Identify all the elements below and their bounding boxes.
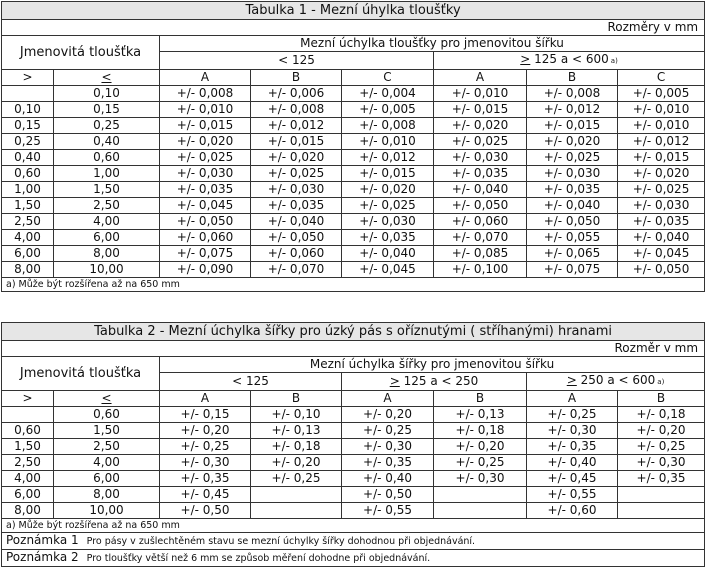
deviation-cell: +/- 0,60: [527, 503, 618, 519]
thickness-cell: 2,50: [54, 439, 160, 455]
deviation-cell: +/- 0,030: [527, 166, 618, 182]
deviation-cell: +/- 0,030: [618, 198, 705, 214]
deviation-cell: [434, 487, 527, 503]
deviation-cell: +/- 0,008: [342, 118, 434, 134]
thickness-cell: 0,40: [2, 150, 54, 166]
ge-symbol: >: [389, 374, 400, 388]
deviation-cell: +/- 0,015: [251, 134, 342, 150]
table-row: [2, 150, 705, 166]
deviation-cell: +/- 0,035: [618, 214, 705, 230]
deviation-cell: +/- 0,25: [342, 423, 434, 439]
thickness-cell: 0,60: [54, 407, 160, 423]
deviation-cell: +/- 0,035: [251, 198, 342, 214]
table-row: [2, 471, 705, 487]
sub-col-a: A: [160, 70, 251, 86]
deviation-cell: +/- 0,035: [342, 230, 434, 246]
deviation-cell: +/- 0,55: [342, 503, 434, 519]
deviation-cell: +/- 0,040: [618, 230, 705, 246]
note-2-text: Pro tloušťky větší než 6 mm se způsob měření dohodne při objednávání.: [86, 553, 431, 564]
deviation-cell: [251, 503, 342, 519]
deviation-cell: +/- 0,18: [434, 423, 527, 439]
deviation-cell: +/- 0,30: [342, 439, 434, 455]
thickness-cell: 8,00: [2, 262, 54, 278]
sub-col-b: B: [434, 391, 527, 407]
sub-col-b: B: [618, 391, 705, 407]
thickness-cell: 1,00: [54, 166, 160, 182]
thickness-cell: 4,00: [2, 230, 54, 246]
table-1-group-125-600: [434, 52, 705, 70]
deviation-cell: +/- 0,050: [160, 214, 251, 230]
thickness-cell: 0,60: [54, 150, 160, 166]
deviation-cell: +/- 0,030: [434, 150, 527, 166]
thickness-cell: 2,50: [2, 455, 54, 471]
thickness-cell: 6,00: [2, 487, 54, 503]
table-row: [2, 503, 705, 519]
table-1-footnote: a) Může být rozšířena až na 650 mm: [2, 278, 705, 292]
sub-col-b: B: [251, 391, 342, 407]
deviation-cell: +/- 0,13: [434, 407, 527, 423]
deviation-cell: +/- 0,004: [342, 86, 434, 102]
thickness-cell: [2, 86, 54, 102]
deviation-cell: +/- 0,035: [527, 182, 618, 198]
table-2-group-125-250: [342, 373, 527, 391]
deviation-cell: +/- 0,008: [160, 86, 251, 102]
table-row: [2, 166, 705, 182]
deviation-cell: +/- 0,13: [251, 423, 342, 439]
deviation-cell: +/- 0,25: [434, 455, 527, 471]
thickness-cell: 4,00: [2, 471, 54, 487]
deviation-cell: +/- 0,030: [251, 182, 342, 198]
deviation-cell: +/- 0,45: [527, 471, 618, 487]
table-row: [2, 86, 705, 102]
sub-col-a: A: [434, 70, 527, 86]
table-2-group-250-600: [527, 373, 705, 391]
table-2-group-lt125: < 125: [160, 373, 342, 391]
deviation-cell: +/- 0,40: [342, 471, 434, 487]
thickness-cell: 6,00: [2, 246, 54, 262]
table-row: [2, 198, 705, 214]
footnote-marker: a): [657, 378, 665, 386]
table-row: [2, 134, 705, 150]
thickness-cell: 4,00: [54, 455, 160, 471]
thickness-cell: 10,00: [54, 503, 160, 519]
deviation-cell: +/- 0,010: [434, 86, 527, 102]
thickness-cell: 4,00: [54, 214, 160, 230]
thickness-cell: 1,00: [2, 182, 54, 198]
table-row: [2, 118, 705, 134]
deviation-cell: +/- 0,015: [527, 118, 618, 134]
deviation-cell: +/- 0,015: [434, 102, 527, 118]
deviation-cell: +/- 0,15: [160, 407, 251, 423]
thickness-cell: 2,50: [54, 198, 160, 214]
deviation-cell: +/- 0,085: [434, 246, 527, 262]
table-row: [2, 214, 705, 230]
deviation-cell: +/- 0,025: [434, 134, 527, 150]
deviation-cell: +/- 0,015: [160, 118, 251, 134]
thickness-cell: 1,50: [54, 423, 160, 439]
table-row: [2, 102, 705, 118]
deviation-cell: +/- 0,025: [527, 150, 618, 166]
deviation-cell: +/- 0,006: [251, 86, 342, 102]
table-2-units: Rozměr v mm: [2, 341, 705, 357]
deviation-cell: +/- 0,035: [160, 182, 251, 198]
deviation-cell: +/- 0,50: [342, 487, 434, 503]
deviation-cell: +/- 0,020: [434, 118, 527, 134]
group-range: 125 a < 250: [399, 374, 479, 388]
sub-col-a: A: [527, 391, 618, 407]
deviation-cell: +/- 0,25: [160, 439, 251, 455]
table-1-group-lt125: < 125: [160, 52, 434, 70]
deviation-cell: +/- 0,35: [618, 471, 705, 487]
thickness-cell: 2,50: [2, 214, 54, 230]
deviation-cell: +/- 0,20: [251, 455, 342, 471]
group-range: 250 a < 600: [576, 373, 656, 387]
thickness-cell: 8,00: [54, 487, 160, 503]
deviation-cell: +/- 0,50: [160, 503, 251, 519]
thickness-cell: 1,50: [2, 439, 54, 455]
deviation-cell: +/- 0,060: [434, 214, 527, 230]
table-row: [2, 487, 705, 503]
table-1-deviation-header: Mezní úchylka tloušťky pro jmenovitou šířku: [160, 36, 705, 52]
deviation-cell: +/- 0,030: [342, 214, 434, 230]
deviation-cell: +/- 0,060: [251, 246, 342, 262]
deviation-cell: +/- 0,005: [342, 102, 434, 118]
deviation-cell: [618, 503, 705, 519]
note-1-label: Poznámka 1: [6, 533, 79, 547]
deviation-cell: +/- 0,040: [251, 214, 342, 230]
sub-col-b: B: [251, 70, 342, 86]
table-1-thickness-header: Jmenovitá tloušťka: [2, 36, 160, 70]
table-row: [2, 407, 705, 423]
deviation-cell: +/- 0,20: [618, 423, 705, 439]
deviation-cell: +/- 0,45: [160, 487, 251, 503]
thickness-cell: 8,00: [54, 246, 160, 262]
deviation-cell: +/- 0,100: [434, 262, 527, 278]
ge-symbol: >: [520, 52, 531, 66]
table-2-thickness-header: Jmenovitá tloušťka: [2, 357, 160, 391]
deviation-cell: +/- 0,075: [527, 262, 618, 278]
deviation-cell: +/- 0,045: [342, 262, 434, 278]
deviation-cell: +/- 0,030: [160, 166, 251, 182]
thickness-cell: 0,10: [54, 86, 160, 102]
deviation-cell: +/- 0,25: [618, 439, 705, 455]
ge-symbol: >: [566, 373, 577, 387]
thickness-cell: [2, 407, 54, 423]
deviation-cell: +/- 0,010: [618, 102, 705, 118]
deviation-cell: +/- 0,012: [527, 102, 618, 118]
thickness-cell: 0,25: [54, 118, 160, 134]
deviation-cell: +/- 0,020: [527, 134, 618, 150]
deviation-cell: +/- 0,55: [527, 487, 618, 503]
deviation-cell: [618, 487, 705, 503]
deviation-cell: +/- 0,055: [527, 230, 618, 246]
deviation-cell: +/- 0,18: [251, 439, 342, 455]
thickness-cell: 0,60: [2, 423, 54, 439]
table-2: [1, 322, 705, 567]
thickness-cell: 1,50: [54, 182, 160, 198]
table-row: [2, 262, 705, 278]
table-row: [2, 246, 705, 262]
deviation-cell: +/- 0,035: [434, 166, 527, 182]
deviation-cell: +/- 0,025: [342, 198, 434, 214]
thickness-cell: 0,60: [2, 166, 54, 182]
deviation-cell: +/- 0,008: [527, 86, 618, 102]
deviation-cell: +/- 0,040: [527, 198, 618, 214]
deviation-cell: +/- 0,015: [342, 166, 434, 182]
deviation-cell: +/- 0,10: [251, 407, 342, 423]
thickness-cell: 0,10: [2, 102, 54, 118]
deviation-cell: +/- 0,012: [342, 150, 434, 166]
deviation-cell: +/- 0,30: [527, 423, 618, 439]
deviation-cell: +/- 0,20: [342, 407, 434, 423]
deviation-cell: +/- 0,020: [342, 182, 434, 198]
deviation-cell: +/- 0,35: [342, 455, 434, 471]
deviation-cell: +/- 0,30: [434, 471, 527, 487]
col-gt: >: [2, 391, 54, 407]
table-1-units: Rozměry v mm: [2, 20, 705, 36]
thickness-cell: 0,15: [54, 102, 160, 118]
sub-col-c: C: [618, 70, 705, 86]
deviation-cell: +/- 0,070: [434, 230, 527, 246]
table-2-title: Tabulka 2 - Mezní úchylka šířky pro úzký pás s oříznutými ( stříhanými) hranami: [2, 323, 705, 341]
deviation-cell: +/- 0,010: [618, 118, 705, 134]
deviation-cell: +/- 0,065: [527, 246, 618, 262]
deviation-cell: +/- 0,30: [160, 455, 251, 471]
thickness-cell: 10,00: [54, 262, 160, 278]
deviation-cell: +/- 0,20: [434, 439, 527, 455]
col-gt: >: [2, 70, 54, 86]
deviation-cell: +/- 0,090: [160, 262, 251, 278]
deviation-cell: +/- 0,25: [251, 471, 342, 487]
deviation-cell: +/- 0,015: [618, 150, 705, 166]
deviation-cell: +/- 0,050: [251, 230, 342, 246]
col-le: <: [54, 391, 160, 407]
deviation-cell: +/- 0,012: [618, 134, 705, 150]
table-row: [2, 423, 705, 439]
deviation-cell: +/- 0,025: [251, 166, 342, 182]
thickness-cell: 6,00: [54, 471, 160, 487]
col-le: <: [54, 70, 160, 86]
deviation-cell: +/- 0,040: [342, 246, 434, 262]
deviation-cell: +/- 0,35: [527, 439, 618, 455]
sub-col-b: B: [527, 70, 618, 86]
table-1: [1, 1, 705, 292]
table-2-footnote: a) Může být rozšířena až na 650 mm: [2, 519, 705, 533]
thickness-cell: 1,50: [2, 198, 54, 214]
note-1-text: Pro pásy v zušlechtěném stavu se mezní úchylky šířky dohodnou při objednávání.: [86, 536, 476, 547]
deviation-cell: +/- 0,020: [160, 134, 251, 150]
thickness-cell: 6,00: [54, 230, 160, 246]
sub-col-a: A: [160, 391, 251, 407]
deviation-cell: +/- 0,005: [618, 86, 705, 102]
footnote-marker: a): [610, 57, 618, 65]
deviation-cell: +/- 0,012: [251, 118, 342, 134]
deviation-cell: +/- 0,045: [160, 198, 251, 214]
deviation-cell: +/- 0,18: [618, 407, 705, 423]
thickness-cell: 0,25: [2, 134, 54, 150]
deviation-cell: +/- 0,040: [434, 182, 527, 198]
deviation-cell: +/- 0,025: [618, 182, 705, 198]
deviation-cell: +/- 0,075: [160, 246, 251, 262]
sub-col-c: C: [342, 70, 434, 86]
group-range: 125 a < 600: [530, 52, 609, 66]
note-2: [2, 550, 705, 567]
thickness-cell: 0,15: [2, 118, 54, 134]
deviation-cell: +/- 0,25: [527, 407, 618, 423]
deviation-cell: +/- 0,010: [160, 102, 251, 118]
deviation-cell: +/- 0,070: [251, 262, 342, 278]
note-2-label: Poznámka 2: [6, 550, 79, 564]
note-1: [2, 533, 705, 550]
table-row: [2, 455, 705, 471]
deviation-cell: +/- 0,008: [251, 102, 342, 118]
table-2-deviation-header: Mezní úchylka šířky pro jmenovitou šířku: [160, 357, 705, 373]
table-row: [2, 182, 705, 198]
sub-col-a: A: [342, 391, 434, 407]
deviation-cell: [434, 503, 527, 519]
deviation-cell: +/- 0,050: [434, 198, 527, 214]
deviation-cell: +/- 0,40: [527, 455, 618, 471]
table-row: [2, 439, 705, 455]
table-row: [2, 230, 705, 246]
deviation-cell: +/- 0,30: [618, 455, 705, 471]
deviation-cell: +/- 0,35: [160, 471, 251, 487]
deviation-cell: +/- 0,020: [251, 150, 342, 166]
deviation-cell: +/- 0,050: [618, 262, 705, 278]
deviation-cell: +/- 0,050: [527, 214, 618, 230]
deviation-cell: [251, 487, 342, 503]
deviation-cell: +/- 0,020: [618, 166, 705, 182]
thickness-cell: 0,40: [54, 134, 160, 150]
deviation-cell: +/- 0,20: [160, 423, 251, 439]
table-1-title: Tabulka 1 - Mezní úhylka tloušťky: [2, 2, 705, 20]
deviation-cell: +/- 0,045: [618, 246, 705, 262]
deviation-cell: +/- 0,025: [160, 150, 251, 166]
deviation-cell: +/- 0,060: [160, 230, 251, 246]
deviation-cell: +/- 0,010: [342, 134, 434, 150]
thickness-cell: 8,00: [2, 503, 54, 519]
